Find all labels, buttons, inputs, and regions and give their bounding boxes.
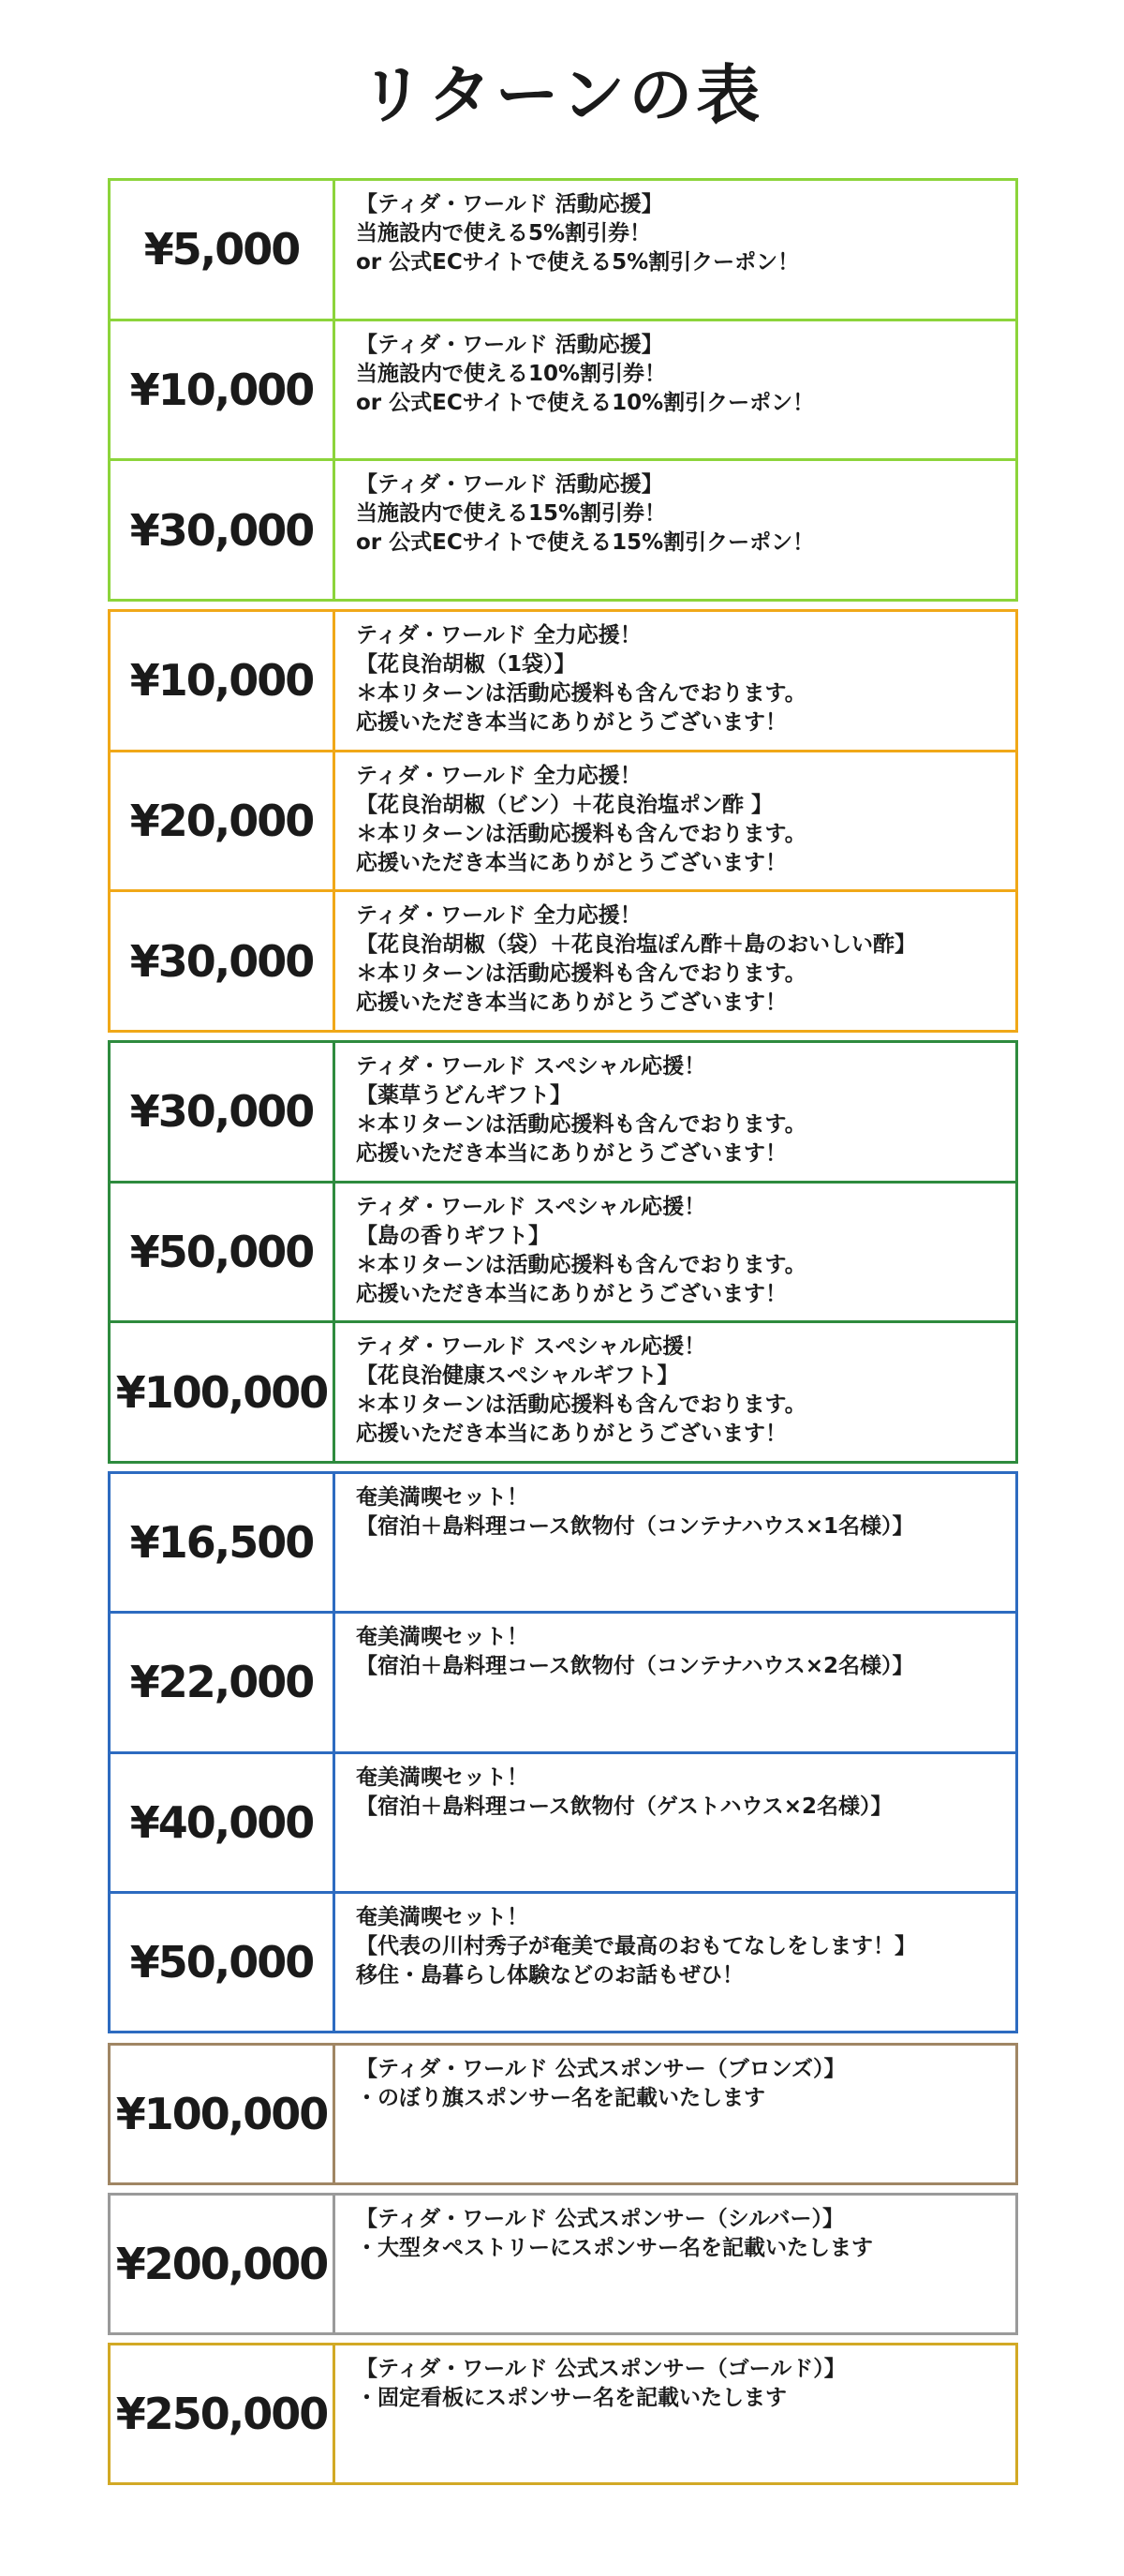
reward-price: ¥100,000 <box>111 1323 335 1461</box>
reward-description-line: 【花良治胡椒（袋）＋花良治塩ぽん酢＋島のおいしい酢】 <box>356 932 916 958</box>
reward-description-line: ティダ・ワールド スペシャル応援！ <box>356 1194 706 1219</box>
reward-row <box>111 1043 1015 1184</box>
reward-group-sponsor-bronze <box>108 2043 1018 2185</box>
reward-description <box>335 2196 1015 2332</box>
reward-price: ¥30,000 <box>111 1043 335 1181</box>
reward-description-line: ティダ・ワールド スペシャル応援！ <box>356 1334 706 1360</box>
reward-description-line: ＊本リターンは活動応援料も含んでおります。 <box>356 1392 806 1418</box>
reward-description <box>335 1184 1015 1321</box>
reward-description-line: ＊本リターンは活動応援料も含んでおります。 <box>356 681 806 706</box>
reward-row <box>111 2196 1015 2332</box>
reward-row <box>111 1894 1015 2031</box>
reward-row <box>111 1614 1015 1753</box>
reward-description-line: 【ティダ・ワールド 公式スポンサー（ゴールド）】 <box>356 2357 846 2381</box>
reward-description-line: 当施設内で使える5%割引券！ <box>356 221 652 246</box>
reward-description-line: 当施設内で使える10%割引券！ <box>356 361 667 386</box>
reward-price: ¥22,000 <box>111 1614 335 1750</box>
reward-description-line: 奄美満喫セット！ <box>356 1904 528 1929</box>
reward-description-line: 【代表の川村秀子が奄美で最高のおもてなしをします！】 <box>356 1933 916 1958</box>
reward-description-line: 【宿泊＋島料理コース飲物付（ゲストハウス×2名様）】 <box>356 1794 893 1819</box>
reward-price: ¥30,000 <box>111 461 335 599</box>
reward-description-line: 奄美満喫セット！ <box>356 1485 528 1510</box>
reward-description <box>335 1894 1015 2031</box>
reward-description-line: ・固定看板にスポンサー名を記載いたします <box>356 2386 787 2410</box>
reward-price: ¥50,000 <box>111 1184 335 1321</box>
reward-description-line: ・のぼり旗スポンサー名を記載いたします <box>356 2086 765 2110</box>
reward-description <box>335 321 1015 459</box>
reward-row <box>111 892 1015 1030</box>
reward-description-line: 【ティダ・ワールド 公式スポンサー（シルバー）】 <box>356 2207 845 2231</box>
reward-description-line: 応援いただき本当にありがとうございます！ <box>356 990 787 1016</box>
reward-price: ¥16,500 <box>111 1474 335 1611</box>
reward-description <box>335 2046 1015 2182</box>
reward-row <box>111 461 1015 599</box>
reward-description-line: 奄美満喫セット！ <box>356 1625 528 1650</box>
reward-description-line: ＊本リターンは活動応援料も含んでおります。 <box>356 961 806 987</box>
reward-row <box>111 181 1015 321</box>
reward-price: ¥100,000 <box>111 2046 335 2182</box>
reward-description-line: ティダ・ワールド 全力応援！ <box>356 903 642 929</box>
reward-description-line: ＊本リターンは活動応援料も含んでおります。 <box>356 821 806 846</box>
reward-description-line: 【花良治健康スペシャルギフト】 <box>356 1363 679 1389</box>
reward-description <box>335 1614 1015 1750</box>
reward-row <box>111 1754 1015 1894</box>
reward-description-line: ティダ・ワールド スペシャル応援！ <box>356 1054 706 1079</box>
reward-group-amami-stay <box>108 1471 1018 2033</box>
page-title: リターンの表 <box>360 59 764 133</box>
reward-description-line: 奄美満喫セット！ <box>356 1764 528 1790</box>
reward-description-line: 【島の香りギフト】 <box>356 1223 550 1248</box>
reward-group-sponsor-silver <box>108 2193 1018 2335</box>
reward-description-line: ティダ・ワールド 全力応援！ <box>356 623 642 648</box>
reward-price: ¥10,000 <box>111 612 335 750</box>
reward-description-line: or 公式ECサイトで使える5%割引クーポン！ <box>356 250 800 275</box>
reward-row <box>111 1184 1015 1324</box>
reward-description-line: 【ティダ・ワールド 活動応援】 <box>356 192 663 216</box>
reward-description-line: or 公式ECサイトで使える10%割引クーポン！ <box>356 390 815 415</box>
reward-description <box>335 1323 1015 1461</box>
reward-price: ¥30,000 <box>111 892 335 1030</box>
reward-price: ¥5,000 <box>111 181 335 319</box>
reward-description-line: 応援いただき本当にありがとうございます！ <box>356 1141 787 1166</box>
reward-description-line: 【宿泊＋島料理コース飲物付（コンテナハウス×1名様）】 <box>356 1514 914 1539</box>
reward-description-line: 【ティダ・ワールド 公式スポンサー（ブロンズ）】 <box>356 2057 846 2081</box>
reward-description <box>335 1754 1015 1891</box>
reward-description-line: 【花良治胡椒（1袋）】 <box>356 652 576 677</box>
reward-description-line: ティダ・ワールド 全力応援！ <box>356 763 642 788</box>
reward-description-line: 【花良治胡椒（ビン）＋花良治塩ポン酢 】 <box>356 792 774 817</box>
reward-description <box>335 1474 1015 1611</box>
reward-description-line: ＊本リターンは活動応援料も含んでおります。 <box>356 1112 806 1137</box>
reward-group-special-support <box>108 1040 1018 1464</box>
reward-description-line: 【ティダ・ワールド 活動応援】 <box>356 332 663 357</box>
reward-description-line: 応援いただき本当にありがとうございます！ <box>356 1422 787 1447</box>
reward-description <box>335 181 1015 319</box>
reward-description-line: 【薬草うどんギフト】 <box>356 1083 571 1108</box>
reward-price: ¥200,000 <box>111 2196 335 2332</box>
reward-group-sponsor-gold <box>108 2343 1018 2485</box>
reward-description-line: 応援いただき本当にありがとうございます！ <box>356 1281 787 1306</box>
reward-description <box>335 1043 1015 1181</box>
reward-price: ¥10,000 <box>111 321 335 459</box>
reward-description-line: or 公式ECサイトで使える15%割引クーポン！ <box>356 530 815 556</box>
reward-row <box>111 2345 1015 2482</box>
reward-row <box>111 612 1015 752</box>
reward-price: ¥50,000 <box>111 1894 335 2031</box>
reward-row <box>111 321 1015 462</box>
reward-description <box>335 612 1015 750</box>
reward-description-line: 当施設内で使える15%割引券！ <box>356 501 667 527</box>
reward-description <box>335 461 1015 599</box>
reward-row <box>111 752 1015 893</box>
reward-description <box>335 892 1015 1030</box>
reward-group-activity-support <box>108 178 1018 602</box>
reward-description-line: 応援いただき本当にありがとうございます！ <box>356 850 787 875</box>
reward-description-line: ・大型タペストリーにスポンサー名を記載いたします <box>356 2236 873 2260</box>
reward-description-line: 応援いただき本当にありがとうございます！ <box>356 710 787 735</box>
reward-price: ¥20,000 <box>111 752 335 890</box>
reward-description-line: ＊本リターンは活動応援料も含んでおります。 <box>356 1252 806 1277</box>
reward-row <box>111 1474 1015 1614</box>
reward-row <box>111 2046 1015 2182</box>
reward-description-line: 【ティダ・ワールド 活動応援】 <box>356 472 663 498</box>
reward-description <box>335 2345 1015 2482</box>
reward-row <box>111 1323 1015 1461</box>
reward-description-line: 【宿泊＋島料理コース飲物付（コンテナハウス×2名様）】 <box>356 1654 914 1679</box>
reward-price: ¥250,000 <box>111 2345 335 2482</box>
reward-description-line: 移住・島暮らし体験などのお話もぜひ！ <box>356 1962 744 1988</box>
reward-group-full-support <box>108 609 1018 1033</box>
reward-price: ¥40,000 <box>111 1754 335 1891</box>
reward-description <box>335 752 1015 890</box>
